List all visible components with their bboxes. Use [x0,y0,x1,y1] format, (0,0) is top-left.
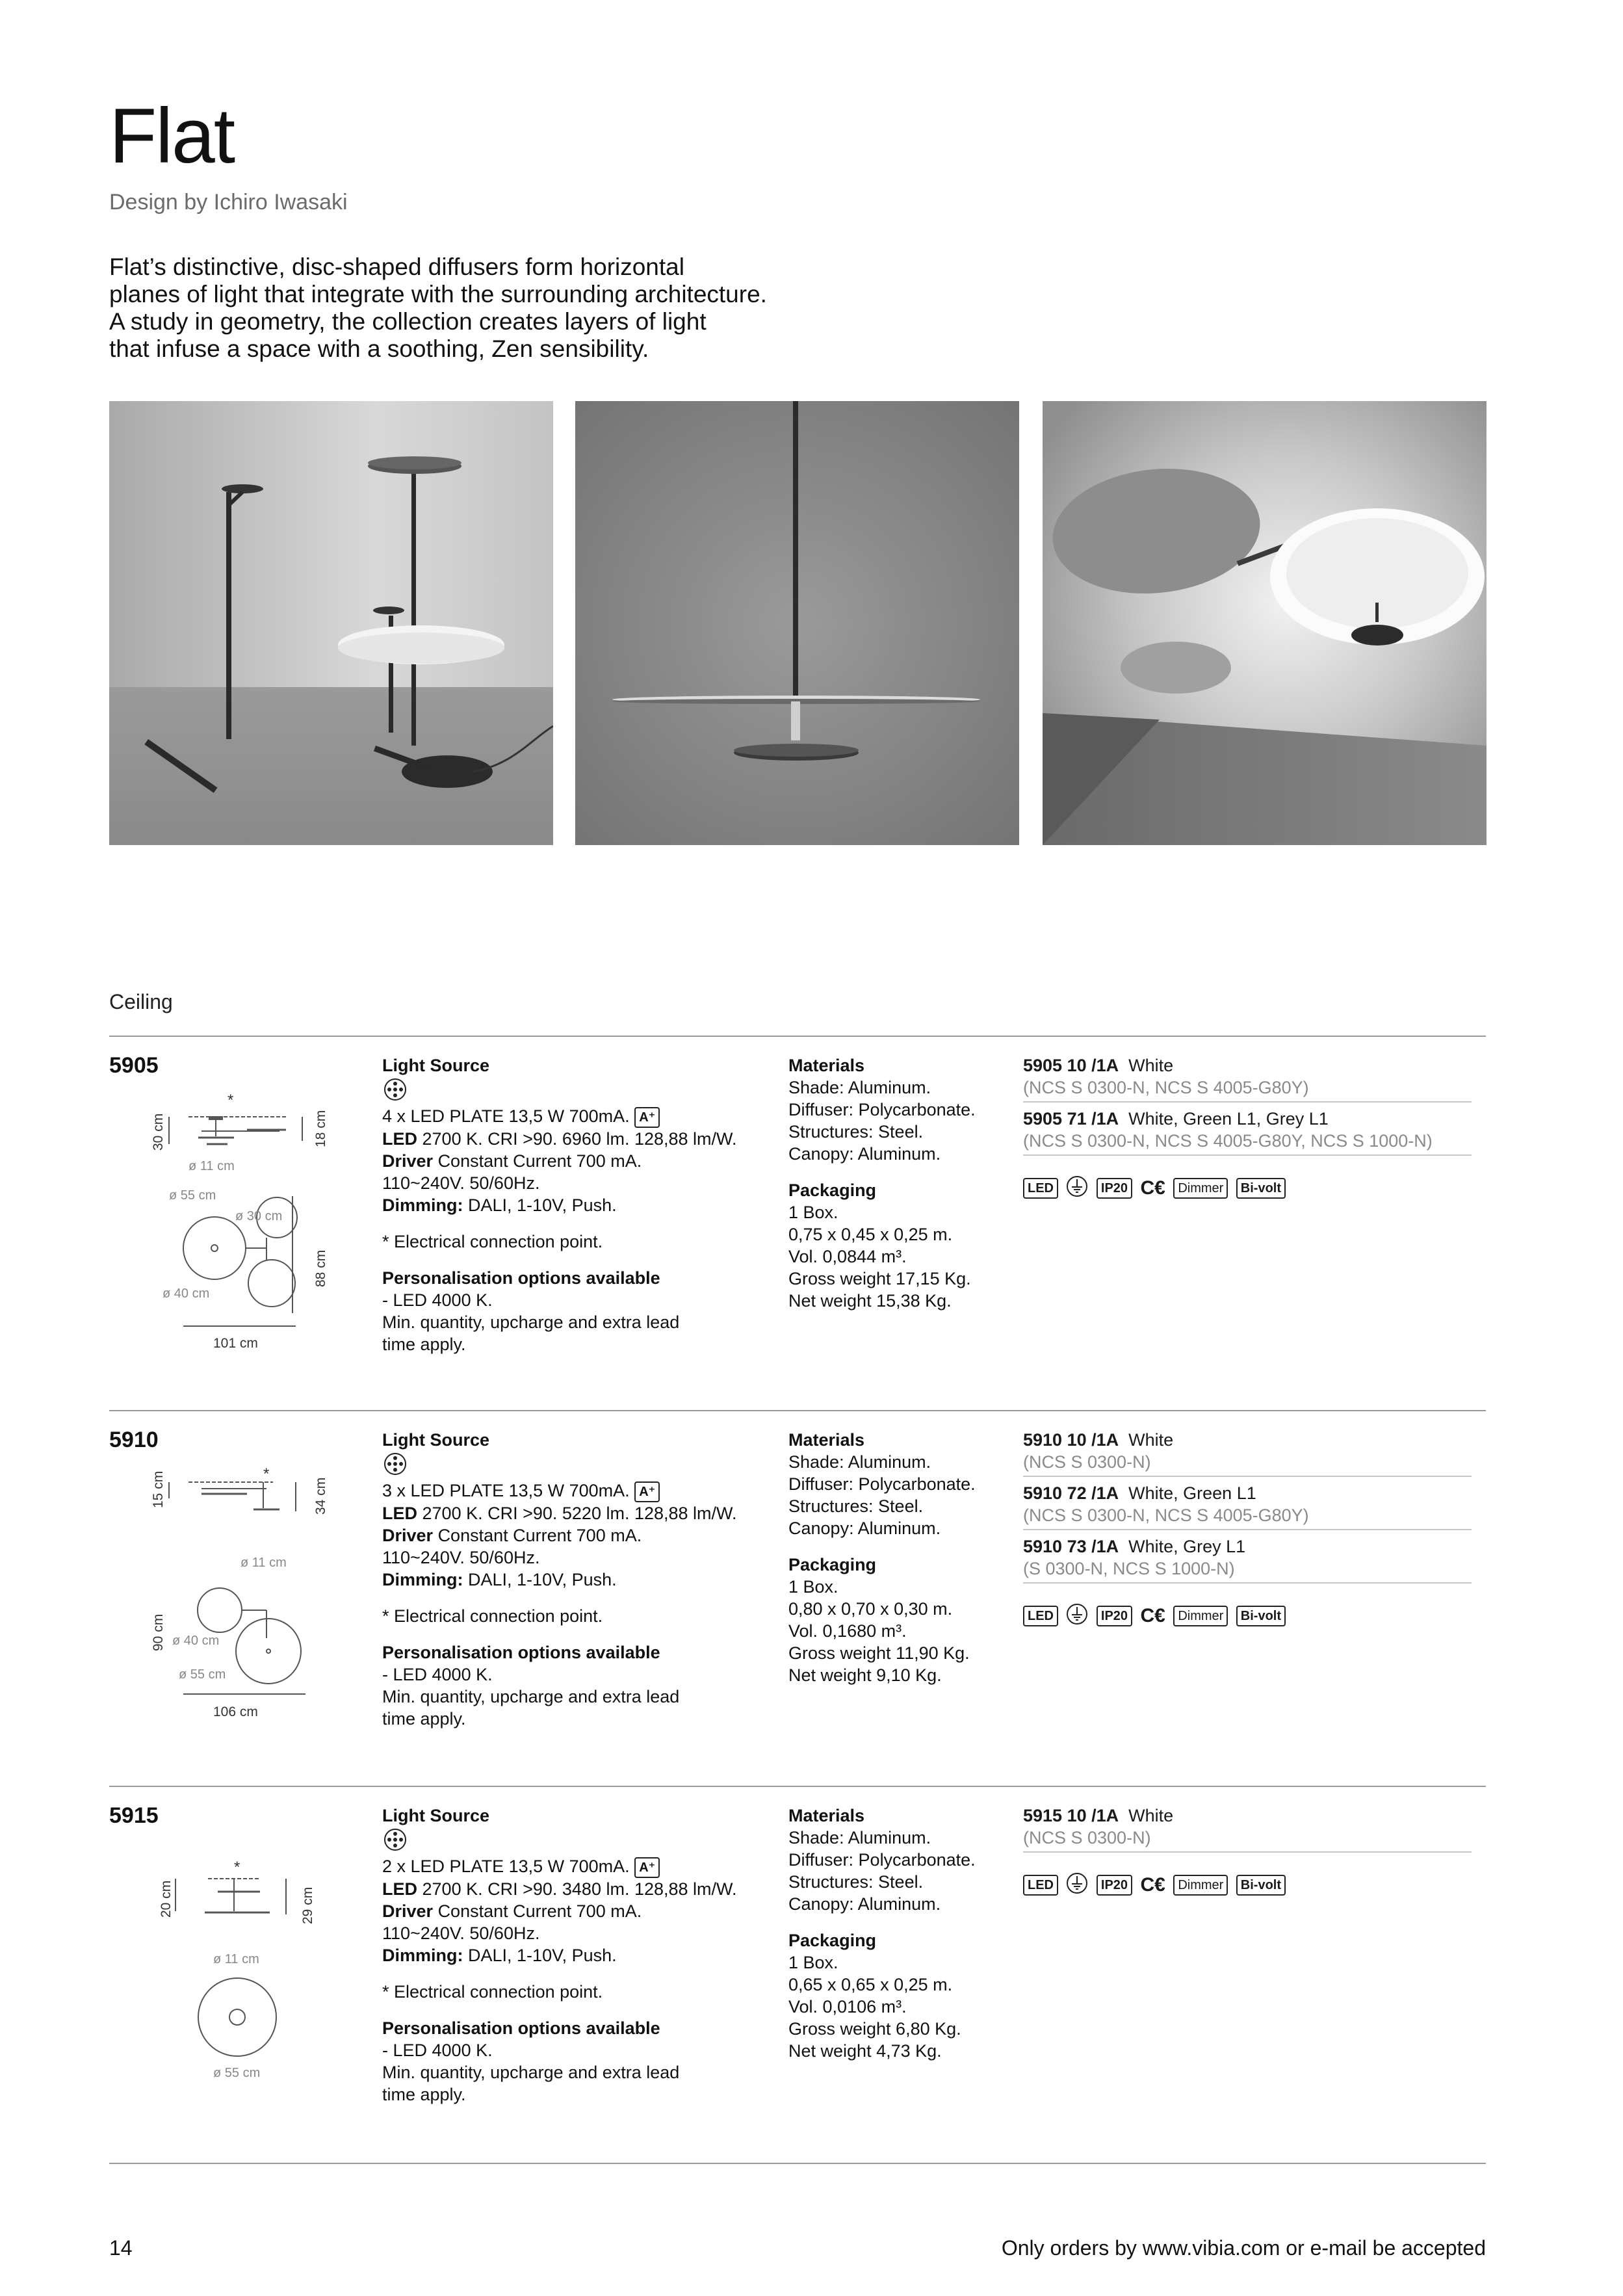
reference-item [1023,1482,1472,1530]
dim-canopy: ø 11 cm [213,1952,259,1966]
reference-code: 5915 10 /1A [1023,1806,1119,1825]
material-line: Canopy: Aluminum. [788,1894,941,1914]
dim-height-1: 15 cm [151,1470,166,1508]
reference-code: 5905 71 /1A [1023,1109,1119,1128]
bivolt-badge: Bi-volt [1236,1606,1286,1626]
material-line: Canopy: Aluminum. [788,1519,941,1538]
dim-diameter-2: ø 30 cm [235,1209,283,1223]
svg-text:*: * [234,1859,240,1876]
led-plate-spec: 3 x LED PLATE 13,5 W 700mA. [382,1481,630,1500]
packaging-line: Gross weight 11,90 Kg. [788,1643,970,1663]
driver-label: Driver [382,1151,434,1171]
reference-color: White, Grey L1 [1128,1537,1246,1556]
svg-text:*: * [263,1465,270,1483]
led-label: LED [382,1128,417,1149]
dim-height-1: 30 cm [151,1113,166,1151]
dim-depth: 88 cm [313,1249,328,1287]
dim-diameter-3: ø 40 cm [162,1286,210,1301]
dim-diameter-1: ø 55 cm [169,1188,216,1203]
led-spec: 2700 K. CRI >90. 5220 lm. 128,88 lm/W. [422,1503,737,1523]
led-badge: LED [1023,1178,1058,1199]
earth-icon [1066,1603,1088,1628]
designer-credit: Design by Ichiro Iwasaki [109,190,348,215]
led-label: LED [382,1879,417,1899]
personalisation-title: Personalisation options available [382,2018,660,2038]
electrical-note: * Electrical connection point. [382,1981,603,2002]
product-code: 5915 [109,1803,159,1828]
led-spec: 2700 K. CRI >90. 6960 lm. 128,88 lm/W. [422,1128,737,1149]
packaging-line: 1 Box. [788,1203,838,1222]
material-line: Structures: Steel. [788,1496,924,1516]
personalisation-line: - LED 4000 K. [382,1290,493,1310]
led-plate-spec: 4 x LED PLATE 13,5 W 700mA. [382,1106,630,1126]
dim-height-2: 34 cm [313,1477,328,1515]
reference-item [1023,1535,1472,1584]
materials-title: Materials [788,1430,865,1450]
driver-spec: Constant Current 700 mA. [437,1901,642,1921]
certification-badges [1023,1603,1472,1628]
floor-lamps-photo [109,401,553,845]
packaging-line: 0,65 x 0,65 x 0,25 m. [788,1975,953,1994]
ip-badge: IP20 [1097,1178,1132,1199]
material-line: Shade: Aluminum. [788,1452,931,1472]
packaging-line: Vol. 0,0106 m³. [788,1997,907,2016]
dimmer-badge: Dimmer [1173,1875,1228,1896]
materials-title: Materials [788,1056,865,1075]
bivolt-badge: Bi-volt [1236,1178,1286,1199]
personalisation-line: Min. quantity, upcharge and extra lead [382,1312,680,1332]
intro-line: planes of light that integrate with the surrounding architecture. [109,281,767,307]
earth-icon [1066,1175,1088,1201]
reference-code: 5905 10 /1A [1023,1056,1119,1075]
reference-ncs: (NCS S 0300-N) [1023,1828,1151,1847]
ceiling-lamp-photo [1043,401,1487,845]
material-line: Diffuser: Polycarbonate. [788,1474,976,1494]
packaging-line: 0,75 x 0,45 x 0,25 m. [788,1225,953,1244]
materials-5910 [788,1429,1009,1686]
intro-paragraph [109,254,889,363]
driver-label: Driver [382,1525,434,1545]
reference-color: White, Green L1 [1128,1483,1256,1503]
personalisation-line: - LED 4000 K. [382,1664,493,1684]
driver-spec: Constant Current 700 mA. [437,1151,642,1171]
led-plate-icon [382,1076,772,1105]
ip-badge: IP20 [1097,1606,1132,1626]
personalisation-line: Min. quantity, upcharge and extra lead [382,1686,680,1706]
personalisation-line: time apply. [382,1708,466,1729]
ce-mark: C€ [1140,1604,1165,1626]
light-source-title: Light Source [382,1056,490,1075]
material-line: Shade: Aluminum. [788,1078,931,1097]
personalisation-title: Personalisation options available [382,1268,660,1288]
material-line: Structures: Steel. [788,1122,924,1141]
product-code: 5910 [109,1428,159,1452]
svg-text:*: * [227,1092,234,1109]
product-drawing-5905 [136,1092,357,1362]
light-source-title: Light Source [382,1430,490,1450]
reference-ncs: (NCS S 0300-N, NCS S 4005-G80Y, NCS S 1000-N) [1023,1131,1433,1151]
ip-badge: IP20 [1097,1875,1132,1896]
dimming-label: Dimming: [382,1569,463,1589]
reference-color: White, Green L1, Grey L1 [1128,1109,1329,1128]
led-plate-icon [382,1827,772,1855]
divider [109,2163,1486,2164]
divider [109,1036,1486,1037]
certification-badges [1023,1872,1472,1898]
packaging-line: Gross weight 6,80 Kg. [788,2019,961,2039]
divider [109,1786,1486,1787]
references-5910 [1023,1429,1472,1628]
pendant-lamp-photo [575,401,1019,845]
personalisation-title: Personalisation options available [382,1642,660,1662]
dimming-label: Dimming: [382,1195,463,1215]
ce-mark: C€ [1140,1177,1165,1199]
certification-badges [1023,1175,1472,1201]
page-number: 14 [109,2236,133,2260]
dim-height-1: 20 cm [159,1880,174,1918]
personalisation-line: time apply. [382,2084,466,2104]
packaging-line: 0,80 x 0,70 x 0,30 m. [788,1599,953,1619]
material-line: Diffuser: Polycarbonate. [788,1850,976,1870]
energy-class-icon: A⁺ [634,1481,660,1502]
material-line: Diffuser: Polycarbonate. [788,1100,976,1119]
packaging-line: Gross weight 17,15 Kg. [788,1269,971,1288]
dimming-label: Dimming: [382,1945,463,1965]
material-line: Shade: Aluminum. [788,1828,931,1847]
led-plate-spec: 2 x LED PLATE 13,5 W 700mA. [382,1857,630,1876]
reference-code: 5910 73 /1A [1023,1537,1119,1556]
dimming-spec: DALI, 1-10V, Push. [468,1945,617,1965]
reference-item [1023,1108,1472,1156]
dim-diameter-2: ø 55 cm [179,1667,226,1682]
packaging-line: Vol. 0,0844 m³. [788,1247,907,1266]
light-source-title: Light Source [382,1806,490,1825]
material-line: Structures: Steel. [788,1872,924,1892]
packaging-line: Net weight 4,73 Kg. [788,2041,942,2061]
reference-code: 5910 72 /1A [1023,1483,1119,1503]
driver-spec: Constant Current 700 mA. [437,1525,642,1545]
section-label: Ceiling [109,990,173,1013]
product-drawing-5915 [136,1853,357,2090]
dim-width: 106 cm [213,1704,258,1719]
divider [109,1410,1486,1411]
led-spec: 2700 K. CRI >90. 3480 lm. 128,88 lm/W. [422,1879,737,1899]
electrical-note: * Electrical connection point. [382,1606,603,1626]
reference-ncs: (NCS S 0300-N, NCS S 4005-G80Y) [1023,1506,1309,1525]
light-source-5905 [382,1054,772,1355]
personalisation-line: - LED 4000 K. [382,2040,493,2060]
reference-item [1023,1429,1472,1477]
energy-class-icon: A⁺ [634,1107,660,1128]
energy-class-icon: A⁺ [634,1857,660,1878]
references-5915 [1023,1805,1472,1898]
packaging-line: Vol. 0,1680 m³. [788,1621,907,1641]
personalisation-line: Min. quantity, upcharge and extra lead [382,2062,680,2082]
packaging-line: Net weight 9,10 Kg. [788,1665,942,1685]
material-line: Canopy: Aluminum. [788,1144,941,1164]
personalisation-line: time apply. [382,1334,466,1354]
materials-5905 [788,1054,1009,1312]
intro-line: Flat’s distinctive, disc-shaped diffusers form horizontal [109,254,684,280]
packaging-line: Net weight 15,38 Kg. [788,1291,952,1311]
ce-mark: C€ [1140,1873,1165,1896]
reference-color: White [1128,1056,1174,1075]
light-source-5915 [382,1805,772,2106]
electrical-note: * Electrical connection point. [382,1231,603,1251]
dimming-spec: DALI, 1-10V, Push. [468,1195,617,1215]
references-5905 [1023,1054,1472,1201]
dim-depth: 90 cm [151,1613,166,1651]
packaging-title: Packaging [788,1181,877,1200]
order-note: Only orders by www.vibia.com or e-mail be accepted [1001,2236,1486,2260]
light-source-5910 [382,1429,772,1730]
page-title: Flat [109,92,235,179]
dim-diameter-1: ø 55 cm [213,2066,261,2080]
packaging-line: 1 Box. [788,1953,838,1972]
materials-title: Materials [788,1806,865,1825]
materials-5915 [788,1805,1009,2062]
voltage-spec: 110~240V. 50/60Hz. [382,1173,540,1193]
led-label: LED [382,1503,417,1523]
driver-label: Driver [382,1901,434,1921]
reference-ncs: (S 0300-N, NCS S 1000-N) [1023,1559,1235,1578]
reference-color: White [1128,1430,1174,1450]
reference-item [1023,1054,1472,1102]
led-plate-icon [382,1451,772,1480]
bivolt-badge: Bi-volt [1236,1875,1286,1896]
dimming-spec: DALI, 1-10V, Push. [468,1569,617,1589]
intro-line: A study in geometry, the collection creates layers of light [109,308,707,335]
dim-diameter-1: ø 40 cm [172,1634,220,1648]
reference-color: White [1128,1806,1174,1825]
product-code: 5905 [109,1053,159,1078]
reference-ncs: (NCS S 0300-N) [1023,1452,1151,1472]
packaging-title: Packaging [788,1555,877,1574]
packaging-title: Packaging [788,1931,877,1950]
intro-line: that infuse a space with a soothing, Zen sensibility. [109,335,649,362]
led-badge: LED [1023,1606,1058,1626]
dim-canopy: ø 11 cm [240,1556,287,1570]
dimmer-badge: Dimmer [1173,1178,1228,1199]
voltage-spec: 110~240V. 50/60Hz. [382,1547,540,1567]
reference-ncs: (NCS S 0300-N, NCS S 4005-G80Y) [1023,1078,1309,1097]
voltage-spec: 110~240V. 50/60Hz. [382,1923,540,1943]
reference-code: 5910 10 /1A [1023,1430,1119,1450]
dim-canopy: ø 11 cm [188,1159,235,1173]
packaging-line: 1 Box. [788,1577,838,1597]
earth-icon [1066,1872,1088,1898]
dim-height-2: 29 cm [300,1886,315,1924]
dimmer-badge: Dimmer [1173,1606,1228,1626]
led-badge: LED [1023,1875,1058,1896]
dim-height-2: 18 cm [313,1110,328,1147]
reference-item [1023,1805,1472,1853]
product-drawing-5910 [136,1463,357,1726]
dim-width: 101 cm [213,1336,258,1351]
